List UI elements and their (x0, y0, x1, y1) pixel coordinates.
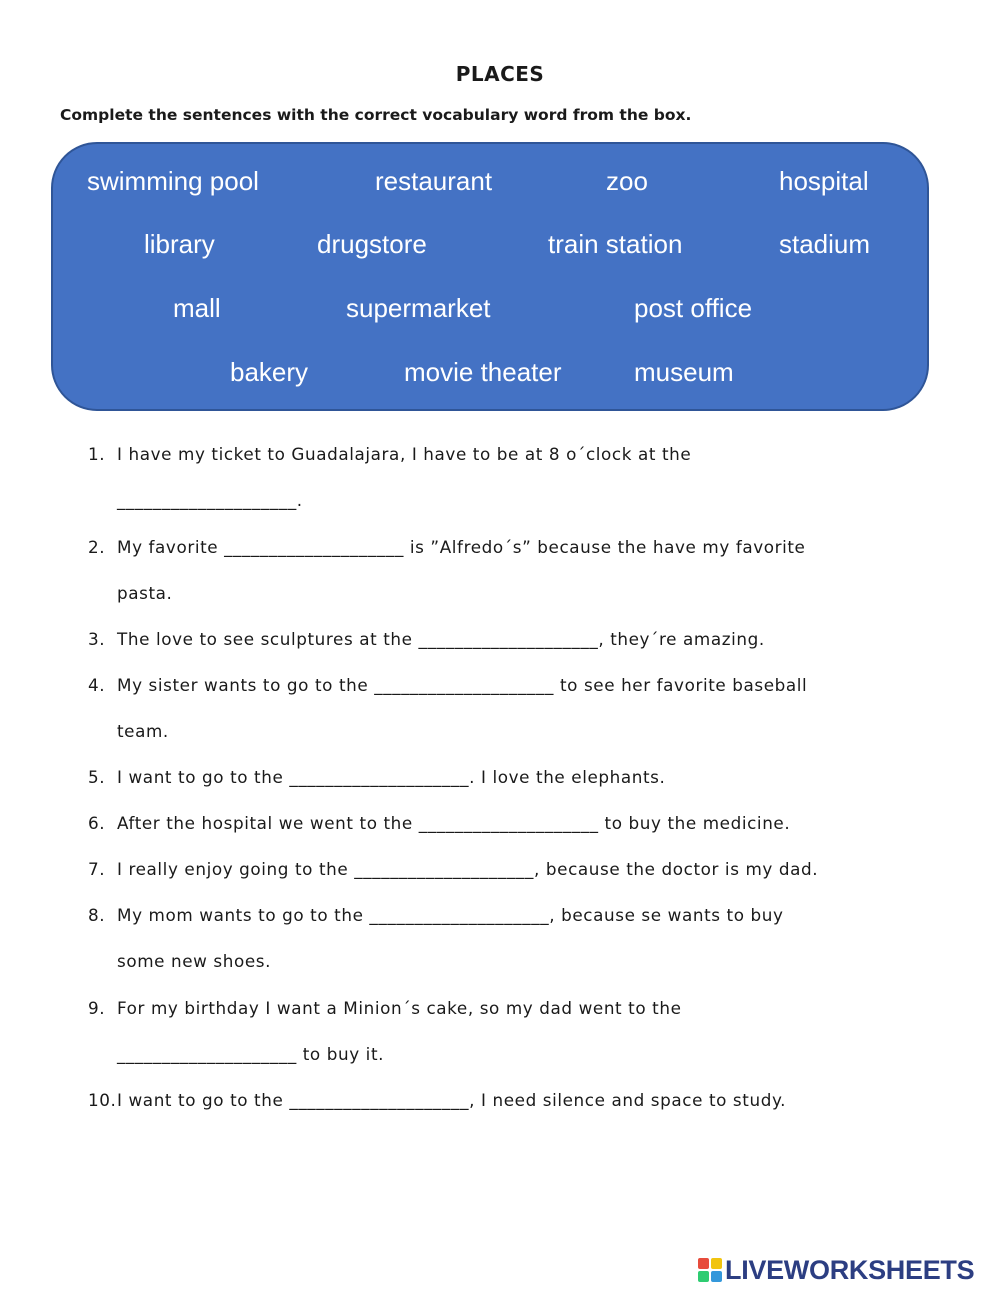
question-8 (88, 892, 928, 984)
word-restaurant: restaurant (375, 166, 493, 196)
question-5 (88, 754, 928, 800)
word-bakery: bakery (230, 357, 309, 387)
question-text: My mom wants to go to the ____________________, because se wants to buy (117, 905, 784, 925)
question-text: The love to see sculptures at the ____________________, they´re amazing. (117, 629, 765, 649)
word-mall: mall (173, 293, 221, 323)
question-2 (88, 524, 928, 616)
question-number: 2. (88, 537, 106, 557)
question-number: 7. (88, 859, 106, 879)
question-number: 6. (88, 813, 106, 833)
logo-square-yellow (711, 1258, 722, 1269)
word-swimming-pool: swimming pool (87, 166, 259, 196)
question-6 (88, 800, 928, 846)
logo-text: LIVEWORKSHEETS (725, 1254, 975, 1285)
question-text: I really enjoy going to the ____________________, because the doctor is my dad. (117, 859, 819, 879)
question-number: 5. (88, 767, 106, 787)
logo-square-blue (711, 1271, 722, 1282)
question-text: My sister wants to go to the ____________________ to see her favorite baseball (117, 675, 808, 695)
instructions: Complete the sentences with the correct vocabulary word from the box. (60, 106, 692, 124)
question-1 (88, 431, 928, 523)
question-continuation: some new shoes. (117, 951, 272, 971)
question-number: 4. (88, 675, 106, 695)
question-text: I want to go to the ____________________. I love the elephants. (117, 767, 666, 787)
question-number: 9. (88, 998, 106, 1018)
question-text: My favorite ____________________ is ”Alfredo´s” because the have my favorite (117, 537, 806, 557)
question-9 (88, 985, 928, 1077)
question-3 (88, 616, 928, 662)
logo-icon (698, 1258, 722, 1282)
word-museum: museum (634, 357, 734, 387)
question-continuation: pasta. (117, 583, 173, 603)
word-stadium: stadium (779, 229, 871, 259)
question-continuation: team. (117, 721, 169, 741)
question-continuation: ____________________ to buy it. (117, 1044, 385, 1064)
question-4 (88, 662, 928, 754)
question-number: 1. (88, 444, 106, 464)
word-train-station: train station (548, 229, 683, 259)
word-zoo: zoo (606, 166, 648, 196)
question-continuation: ____________________. (117, 490, 303, 510)
vocabulary-word-box (51, 142, 929, 411)
question-10 (88, 1077, 928, 1123)
word-movie-theater: movie theater (404, 357, 562, 387)
question-text: For my birthday I want a Minion´s cake, so my dad went to the (117, 998, 682, 1018)
liveworksheets-logo[interactable] (698, 1254, 974, 1286)
question-text: After the hospital we went to the ____________________ to buy the medicine. (117, 813, 791, 833)
question-7 (88, 846, 928, 892)
question-text: I have my ticket to Guadalajara, I have to be at 8 o´clock at the (117, 444, 692, 464)
question-number: 10. (88, 1090, 117, 1110)
logo-square-green (698, 1271, 709, 1282)
word-post-office: post office (634, 293, 753, 323)
question-number: 3. (88, 629, 106, 649)
question-number: 8. (88, 905, 106, 925)
word-hospital: hospital (779, 166, 869, 196)
word-drugstore: drugstore (317, 229, 427, 259)
logo-square-red (698, 1258, 709, 1269)
worksheet-title: PLACES (455, 62, 545, 86)
word-library: library (144, 229, 215, 259)
word-supermarket: supermarket (346, 293, 491, 323)
question-text: I want to go to the ____________________, I need silence and space to study. (117, 1090, 787, 1110)
